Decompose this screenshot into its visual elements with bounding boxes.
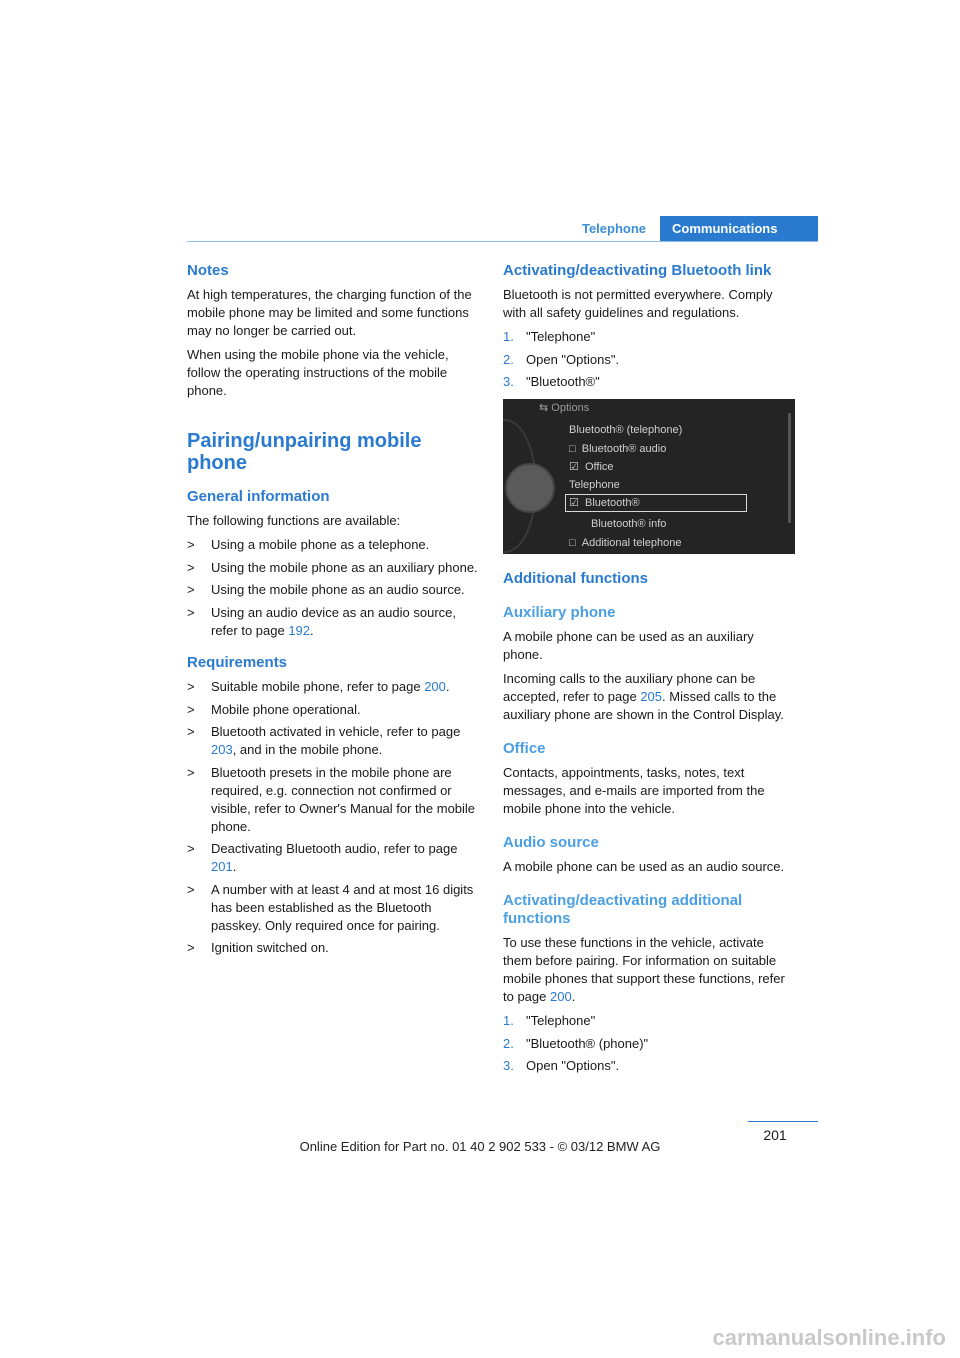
list-item-text: Using the mobile phone as an auxiliary phone. <box>211 559 478 575</box>
list-item <box>187 701 479 719</box>
list-item-text: Using an audio device as an audio source, refer to page <box>211 604 456 638</box>
audio-source-heading: Audio source <box>503 834 599 851</box>
step-number: 1. <box>503 329 514 344</box>
list-item: > Using an audio device as an audio source, refer to page 192. <box>187 604 456 638</box>
scroll-indicator <box>788 413 791 523</box>
step-number: 1. <box>503 1013 514 1028</box>
list-item-text: , and in the mobile phone. <box>232 742 383 757</box>
requirements-list <box>187 678 479 957</box>
step-number: 2. <box>503 1035 514 1051</box>
bullet-icon: > <box>187 701 195 717</box>
page-link[interactable]: 203 <box>211 742 233 757</box>
bullet-icon: > <box>187 724 195 739</box>
list-item-text: Bluetooth presets in the mobile phone are required, e.g. connection not confirmed or visible, refer to Owner's Manual for the mobile phone. <box>211 764 476 834</box>
bullet-icon: > <box>187 582 195 597</box>
auxiliary-paragraph-2: Incoming calls to the auxiliary phone can be accepted, refer to page 205. Missed calls to the auxiliary phone are shown in the Control Display. <box>503 671 784 722</box>
list-item-text: Deactivating Bluetooth audio, refer to page <box>211 841 458 856</box>
general-list <box>187 536 479 640</box>
list-item <box>187 536 479 554</box>
office-paragraph: Contacts, appointments, tasks, notes, text messages, and e-mails are imported from the mobile phone into the vehicle. <box>503 765 765 816</box>
step-item <box>503 328 795 346</box>
step-item <box>503 351 795 369</box>
page-number: 201 <box>763 1127 787 1143</box>
page-link[interactable]: 200 <box>550 989 572 1004</box>
list-item-text: Bluetooth activated in vehicle, refer to page <box>211 724 461 739</box>
menu-item: ☑ Office <box>569 461 614 473</box>
bullet-icon: > <box>187 537 195 552</box>
additional-steps <box>503 1012 795 1075</box>
step-item <box>503 1035 795 1053</box>
bluetooth-link-heading: Activating/deactivating Bluetooth link <box>503 262 772 279</box>
menu-item: Bluetooth® (telephone) <box>569 424 683 436</box>
right-column <box>503 262 795 1080</box>
pairing-heading: Pairing/unpairing mobile phone <box>187 430 422 474</box>
list-item-text: A number with at least 4 and at most 16 digits has been established as the Bluetooth passkey. Only required once for pairing. <box>211 881 474 933</box>
auxiliary-phone-heading: Auxiliary phone <box>503 604 616 621</box>
step-text: Open "Options". <box>526 1058 620 1073</box>
list-item: > Deactivating Bluetooth audio, refer to page 201. <box>187 841 458 874</box>
bullet-icon: > <box>187 679 195 694</box>
step-item <box>503 1057 795 1075</box>
list-item <box>187 881 479 935</box>
step-number: 3. <box>503 1058 514 1073</box>
header-rule <box>187 241 818 242</box>
menu-item: □ Bluetooth® audio <box>569 443 667 455</box>
list-item-text: Using a mobile phone as a telephone. <box>211 537 430 552</box>
list-item <box>187 939 479 957</box>
menu-item: Telephone <box>569 479 620 491</box>
options-title: ⇆ Options <box>539 402 590 414</box>
activate-additional-heading: Activating/deactivating additional functions <box>503 892 743 927</box>
step-text: "Telephone" <box>526 1013 596 1028</box>
list-item <box>187 581 479 599</box>
menu-item: Bluetooth® info <box>591 518 667 530</box>
page-link[interactable]: 201 <box>211 859 233 874</box>
bullet-icon: > <box>187 764 195 780</box>
menu-item: □ Additional telephone <box>569 537 682 549</box>
bullet-icon: > <box>187 940 195 955</box>
step-item <box>503 1012 795 1030</box>
requirements-heading: Requirements <box>187 654 288 671</box>
list-item <box>187 764 479 836</box>
list-item-text: Suitable mobile phone, refer to page <box>211 679 425 694</box>
header-section-tab: Telephone <box>581 221 647 236</box>
step-text: Open "Options". <box>526 351 620 367</box>
list-item <box>187 723 479 759</box>
footer-rule <box>748 1121 818 1122</box>
step-item <box>503 373 795 391</box>
notes-heading: Notes <box>187 262 229 279</box>
list-item-text: Ignition switched on. <box>211 940 329 955</box>
auxiliary-paragraph-1: A mobile phone can be used as an auxiliary phone. <box>503 629 754 662</box>
controller-knob-icon <box>505 463 555 513</box>
page-link[interactable]: 192 <box>288 622 311 638</box>
audio-source-paragraph: A mobile phone can be used as an audio source. <box>503 859 785 874</box>
bullet-icon: > <box>187 559 195 575</box>
bullet-icon: > <box>187 881 195 897</box>
step-number: 2. <box>503 351 514 367</box>
step-text: "Bluetooth® (phone)" <box>526 1035 649 1051</box>
menu-item-selected: ☑ Bluetooth® <box>569 497 640 509</box>
additional-functions-heading: Additional functions <box>503 570 648 587</box>
page-link[interactable]: 205 <box>640 689 663 704</box>
list-item <box>187 559 479 577</box>
step-number: 3. <box>503 374 514 389</box>
bluetooth-steps <box>503 328 795 391</box>
notes-paragraph-1: At high temperatures, the charging function of the mobile phone may be limited and some functions may no longer be carried out. <box>187 287 472 338</box>
edition-line: Online Edition for Part no. 01 40 2 902 533 - © 03/12 BMW AG <box>299 1139 661 1154</box>
general-info-heading: General information <box>187 488 330 505</box>
page-link[interactable]: 200 <box>424 679 446 694</box>
control-display-screenshot <box>503 399 795 554</box>
list-item-text: Mobile phone operational. <box>211 701 361 717</box>
bullet-icon: > <box>187 604 195 620</box>
activate-additional-paragraph: To use these functions in the vehicle, activate them before pairing. For information on suitable mobile phones that support these functions, refer to page 200. <box>503 935 785 1004</box>
left-column <box>187 262 479 962</box>
step-text: "Telephone" <box>526 329 596 344</box>
notes-paragraph-2: When using the mobile phone via the vehicle, follow the operating instructions of the mobile phone. <box>187 347 449 398</box>
office-heading: Office <box>503 740 546 757</box>
general-intro: The following functions are available: <box>187 513 401 528</box>
header-chapter-tab: Communications <box>660 216 818 242</box>
list-item: > Suitable mobile phone, refer to page 200. <box>187 679 450 694</box>
bluetooth-link-paragraph: Bluetooth is not permitted everywhere. Comply with all safety guidelines and regulations. <box>503 287 773 320</box>
list-item-text: Using the mobile phone as an audio source. <box>211 582 465 597</box>
step-text: "Bluetooth®" <box>526 374 600 389</box>
bullet-icon: > <box>187 841 195 856</box>
watermark: carmanualsonline.info <box>712 1325 946 1350</box>
